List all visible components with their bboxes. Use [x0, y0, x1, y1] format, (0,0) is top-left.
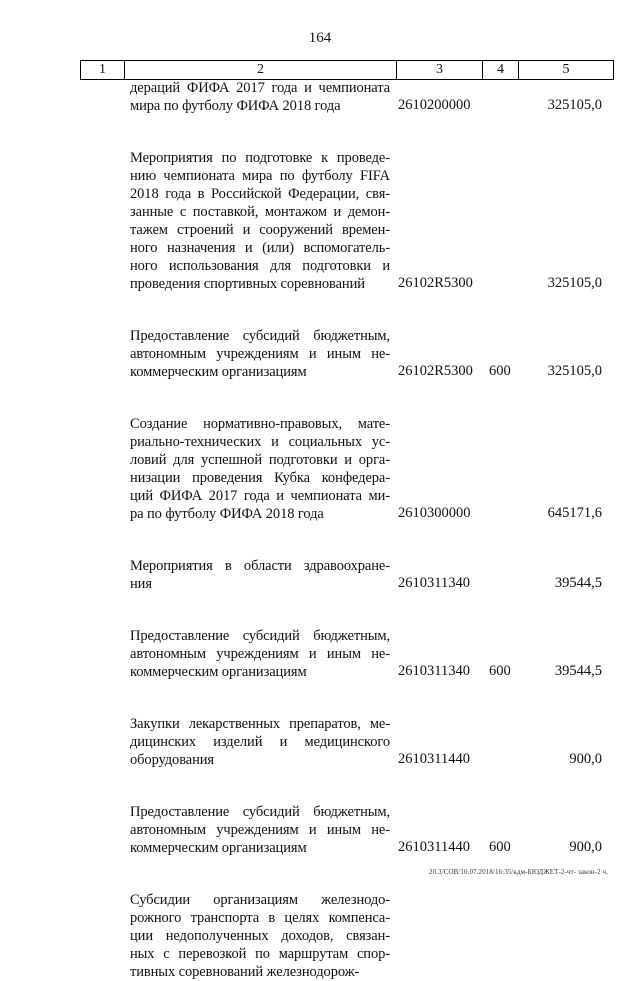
row-description	[130, 79, 390, 115]
row-amount: 39544,5	[554, 575, 602, 591]
description-line: ния	[130, 576, 152, 592]
description-line: Мероприятия по подготовке к проведе-	[130, 150, 390, 166]
description-line: автономным учреждениям и иным не-	[130, 646, 390, 662]
description-line: низации проведения Кубка конфедера-	[130, 470, 390, 486]
description-line: ных с перевозкой по маршрутам спор-	[130, 946, 390, 962]
row-amount: 645171,6	[547, 505, 602, 521]
row-amount: 900,0	[569, 751, 602, 767]
description-line: ного назначения и (или) вспомогатель-	[130, 240, 390, 256]
description-line: Предоставление субсидий бюджетным,	[130, 628, 390, 644]
row-amount: 325105,0	[547, 275, 602, 291]
description-line: Закупки лекарственных препаратов, ме-	[130, 716, 390, 732]
row-code: 2610200000	[398, 97, 471, 113]
table-row	[0, 803, 640, 857]
description-line: 2018 года в Российской Федерации, свя-	[130, 186, 390, 202]
row-code: 26102R5300	[398, 363, 473, 379]
row-description	[130, 715, 390, 769]
description-line: ра по футболу ФИФА 2018 года	[130, 506, 324, 522]
row-description	[130, 415, 390, 523]
column-number-header	[80, 60, 614, 80]
row-expense-type: 600	[489, 663, 511, 679]
row-amount: 900,0	[569, 839, 602, 855]
description-line: рожного транспорта в целях компенса-	[130, 910, 390, 926]
description-line: Субсидии организациям железнодо-	[130, 892, 390, 908]
description-line: ции недополученных доходов, связан-	[130, 928, 390, 944]
description-line: ций ФИФА 2017 года и чемпионата ми-	[130, 488, 390, 504]
description-line: коммерческим организациям	[130, 364, 307, 380]
table-row	[0, 415, 640, 523]
description-line: оборудования	[130, 752, 214, 768]
column-header-2: 2	[125, 61, 397, 79]
description-line: риально-технических и социальных ус-	[130, 434, 390, 450]
description-line: Предоставление субсидий бюджетным,	[130, 804, 390, 820]
row-code: 2610311340	[398, 575, 470, 591]
description-line: нию чемпионата мира по футболу FIFA	[130, 168, 390, 184]
description-line: дицинских изделий и медицинского	[130, 734, 390, 750]
table-row	[0, 327, 640, 381]
row-description	[130, 557, 390, 593]
row-amount: 39544,5	[554, 663, 602, 679]
page-number: 164	[308, 30, 332, 46]
row-code: 2610311340	[398, 663, 470, 679]
row-expense-type: 600	[489, 363, 511, 379]
row-amount: 325105,0	[547, 363, 602, 379]
table-row	[0, 557, 640, 593]
description-line: коммерческим организациям	[130, 664, 307, 680]
column-header-3: 3	[397, 61, 483, 79]
description-line: ловий для успешной подготовки и орга-	[130, 452, 390, 468]
description-line: тажем строений и сооружений времен-	[130, 222, 390, 238]
row-code: 2610311440	[398, 839, 470, 855]
description-line: автономным учреждениям и иным не-	[130, 822, 390, 838]
row-description	[130, 149, 390, 293]
row-code: 2610300000	[398, 505, 471, 521]
table-row	[0, 627, 640, 681]
row-amount: 325105,0	[547, 97, 602, 113]
description-line: Мероприятия в области здравоохране-	[130, 558, 390, 574]
column-header-5: 5	[562, 62, 570, 77]
document-footer-code: 20.3/СОВ/10.07.2018/16:35/кдм-БЮДЖЕТ-2-чт- закон-2 ч.	[428, 868, 608, 876]
column-header-1: 1	[81, 61, 125, 79]
description-line: занные с поставкой, монтажом и демон-	[130, 204, 390, 220]
description-line: тивных соревнований железнодорож-	[130, 964, 360, 980]
description-line: мира по футболу ФИФА 2018 года	[130, 98, 341, 114]
column-header-4: 4	[483, 61, 519, 79]
description-line: коммерческим организациям	[130, 840, 307, 856]
description-line: автономным учреждениям и иным не-	[130, 346, 390, 362]
description-line: ного использования для подготовки и	[130, 258, 390, 274]
row-code: 26102R5300	[398, 275, 473, 291]
table-row	[0, 79, 640, 115]
row-description	[130, 803, 390, 857]
description-line: Создание нормативно-правовых, мате-	[130, 416, 390, 432]
description-line: проведения спортивных соревнований	[130, 276, 365, 292]
description-line: Предоставление субсидий бюджетным,	[130, 328, 390, 344]
row-description	[130, 327, 390, 381]
table-row	[0, 715, 640, 769]
description-line: дераций ФИФА 2017 года и чемпионата	[130, 80, 390, 96]
row-expense-type: 600	[489, 839, 511, 855]
row-description	[130, 627, 390, 681]
table-row	[0, 149, 640, 293]
row-code: 2610311440	[398, 751, 470, 767]
